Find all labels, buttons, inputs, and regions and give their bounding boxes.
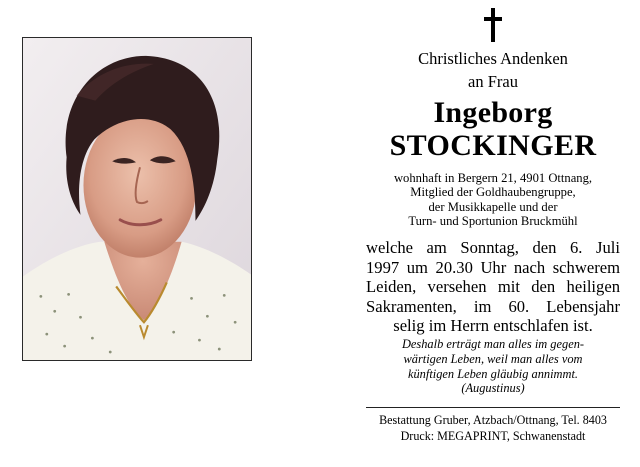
quote-line: Deshalb erträgt man alles im gegen- — [401, 337, 585, 351]
death-announcement — [366, 238, 620, 336]
last-name: STOCKINGER — [389, 129, 597, 162]
memorial-subheading: an Frau — [468, 72, 518, 91]
funeral-home-line: Bestattung Gruber, Atzbach/Ottnang, Tel. 8403 — [379, 413, 607, 427]
detail-line: der Musikkapelle und der — [428, 199, 558, 214]
quote-line: künftigen Leben gläubig annimmt. — [407, 366, 578, 381]
detail-line: wohnhaft in Bergern 21, 4901 Ottnang, — [393, 171, 593, 185]
announcement-line: Sakramenten, im 60. Lebensjahr — [366, 296, 620, 316]
memorial-heading: Christliches Andenken — [418, 49, 568, 68]
announcement-line: selig im Herrn entschlafen ist. — [393, 316, 593, 336]
portrait-photo — [22, 37, 252, 361]
quote-block — [366, 337, 620, 396]
portrait-photo-icon — [23, 38, 251, 360]
footer-info — [366, 412, 620, 444]
announcement-line: Leiden, versehen mit den heiligen — [366, 277, 620, 297]
announcement-line: 1997 um 20.30 Uhr nach schwerem — [366, 257, 620, 277]
text-panel — [366, 8, 620, 458]
divider-line — [366, 407, 620, 408]
quote-author: (Augustinus) — [461, 381, 525, 396]
printer-line: Druck: MEGAPRINT, Schwanenstadt — [400, 429, 586, 443]
first-name: Ingeborg — [433, 96, 553, 129]
cross-icon — [482, 8, 504, 42]
detail-line: Mitglied der Goldhaubengruppe, — [410, 185, 576, 200]
detail-line: Turn- und Sportunion Bruckmühl — [408, 214, 578, 229]
announcement-line: welche am Sonntag, den 6. Juli — [366, 238, 620, 257]
personal-details — [366, 171, 620, 229]
quote-line: wärtigen Leben, weil man alles vom — [403, 351, 583, 366]
